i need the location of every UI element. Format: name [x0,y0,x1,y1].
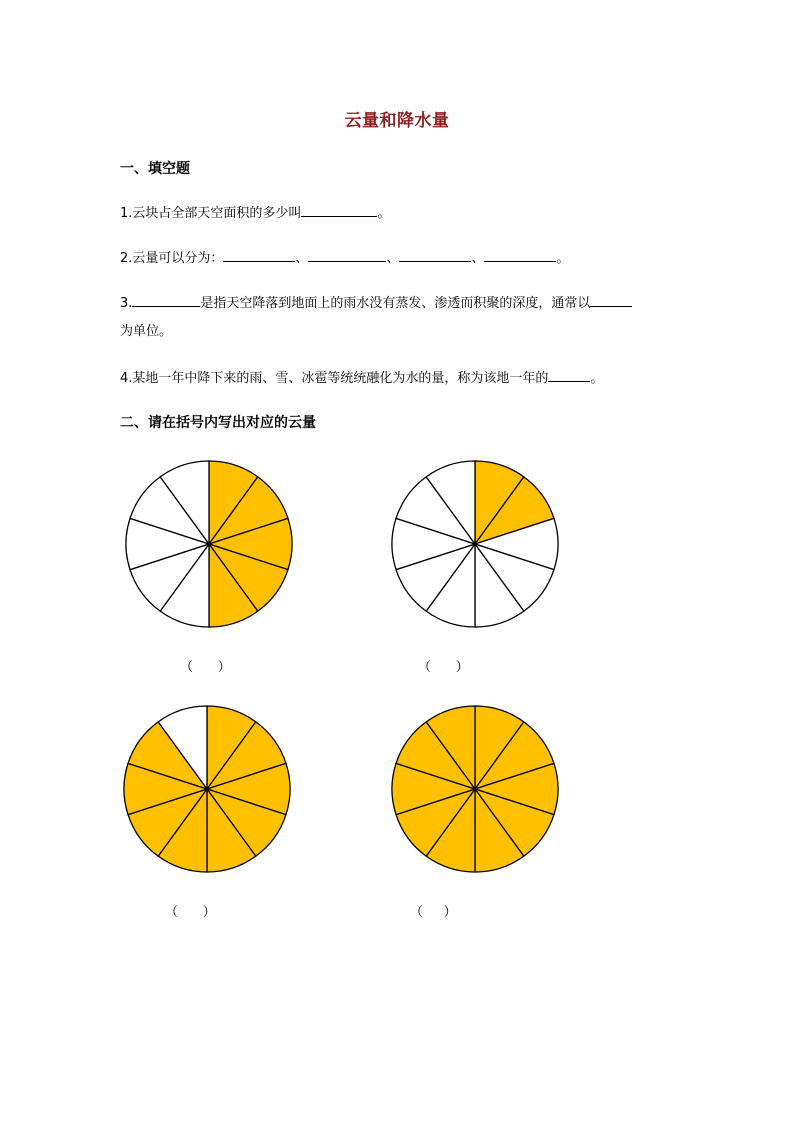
answer-parentheses-4[interactable]: （ ） [410,905,457,920]
cloud-pie-3 [122,704,292,874]
question-1 [120,202,390,224]
question-number: 4. [120,371,133,386]
question-3 [120,292,632,314]
answer-parentheses-3[interactable]: （ ） [165,905,216,920]
separator: 、 [386,251,400,266]
question-text-end: 。 [590,371,604,386]
question-number: 2. [120,251,133,266]
answer-blank[interactable] [132,292,200,307]
answer-blank[interactable] [301,202,377,217]
question-2 [120,247,569,269]
separator: 、 [471,251,485,266]
section-heading-fill-blank: 一、填空题 [120,161,190,177]
question-text: 是指天空降落到地面上的雨水没有蒸发、渗透而积聚的深度，通常以 [200,296,591,311]
answer-blank[interactable] [548,367,590,382]
cloud-pie-4 [390,704,560,874]
answer-blank[interactable] [223,247,295,262]
answer-blank[interactable] [484,247,556,262]
answer-blank[interactable] [308,247,386,262]
answer-parentheses-1[interactable]: （ ） [180,660,231,675]
question-text: 云块占全部天空面积的多少叫 [132,206,302,221]
question-number: 3. [120,296,133,311]
answer-blank[interactable] [590,292,632,307]
section-heading-cloud-amount: 二、请在括号内写出对应的云量 [120,415,316,431]
answer-parentheses-2[interactable]: （ ） [418,660,469,675]
answer-blank[interactable] [399,247,471,262]
question-4 [120,367,603,389]
question-text-end: 。 [556,251,570,266]
page-title: 云量和降水量 [344,111,450,131]
separator: 、 [295,251,309,266]
cloud-pie-2 [390,459,560,629]
cloud-pie-1 [124,459,294,629]
question-text-end: 。 [377,206,391,221]
question-number: 1. [120,206,133,221]
question-text: 某地一年中降下来的雨、雪、冰雹等统统融化为水的量，称为该地一年的 [132,371,549,386]
question-3-line-2: 为单位。 [120,324,173,339]
question-text: 云量可以分为： [132,251,224,266]
